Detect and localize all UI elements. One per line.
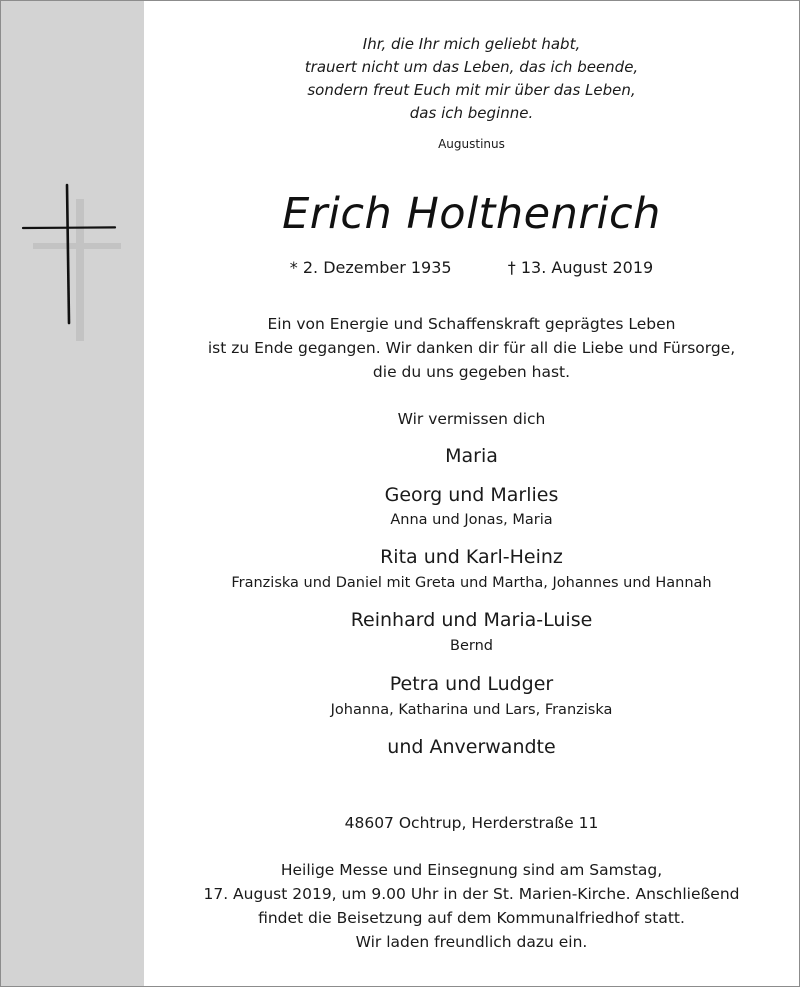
message-line: ist zu Ende gegangen. Wir danken dir für all die Liebe und Fürsorge, xyxy=(207,339,736,357)
cross-icon xyxy=(21,181,121,341)
verse-line: sondern freut Euch mit mir über das Leben, xyxy=(307,81,636,99)
sidebar-band xyxy=(1,1,144,986)
service-line: 17. August 2019, um 9.00 Uhr in der St. Marien-Kirche. Anschließend xyxy=(203,885,740,903)
verse-line: trauert nicht um das Leben, das ich beende, xyxy=(304,58,639,76)
service-line: findet die Beisetzung auf dem Kommunalfriedhof statt. xyxy=(258,909,685,927)
mourner-family: Anna und Jonas, Maria xyxy=(390,512,553,528)
address: 48607 Ochtrup, Herderstraße 11 xyxy=(344,814,599,832)
life-dates xyxy=(144,258,799,277)
message-line: die du uns gegeben hast. xyxy=(372,363,571,381)
verse-line: Ihr, die Ihr mich geliebt habt, xyxy=(362,35,581,53)
birth-date: * 2. Dezember 1935 xyxy=(289,258,452,277)
mourner-name: und Anverwandte xyxy=(387,736,556,758)
service-line: Heilige Messe und Einsegnung sind am Samstag, xyxy=(280,861,663,879)
mourners-intro: Wir vermissen dich xyxy=(397,410,546,428)
mourner-family: Johanna, Katharina und Lars, Franziska xyxy=(330,702,613,718)
mourner-name: Maria xyxy=(445,445,498,467)
mourner-name: Rita und Karl-Heinz xyxy=(380,546,563,568)
mourner-name: Georg und Marlies xyxy=(384,484,559,506)
verse-author: Augustinus xyxy=(438,137,505,151)
mourner-name: Petra und Ludger xyxy=(389,673,554,695)
message-line: Ein von Energie und Schaffenskraft geprägtes Leben xyxy=(267,315,676,333)
mourner-name: Reinhard und Maria-Luise xyxy=(350,609,593,631)
deceased-name: Erich Holthenrich xyxy=(282,189,661,239)
service-line: Wir laden freundlich dazu ein. xyxy=(355,933,588,951)
mourner-family: Franziska und Daniel mit Greta und Martha, Johannes und Hannah xyxy=(231,575,712,591)
mourner-family: Bernd xyxy=(450,638,493,654)
death-date: † 13. August 2019 xyxy=(507,258,654,277)
verse-line: das ich beginne. xyxy=(409,104,534,122)
notice-content xyxy=(144,1,799,986)
